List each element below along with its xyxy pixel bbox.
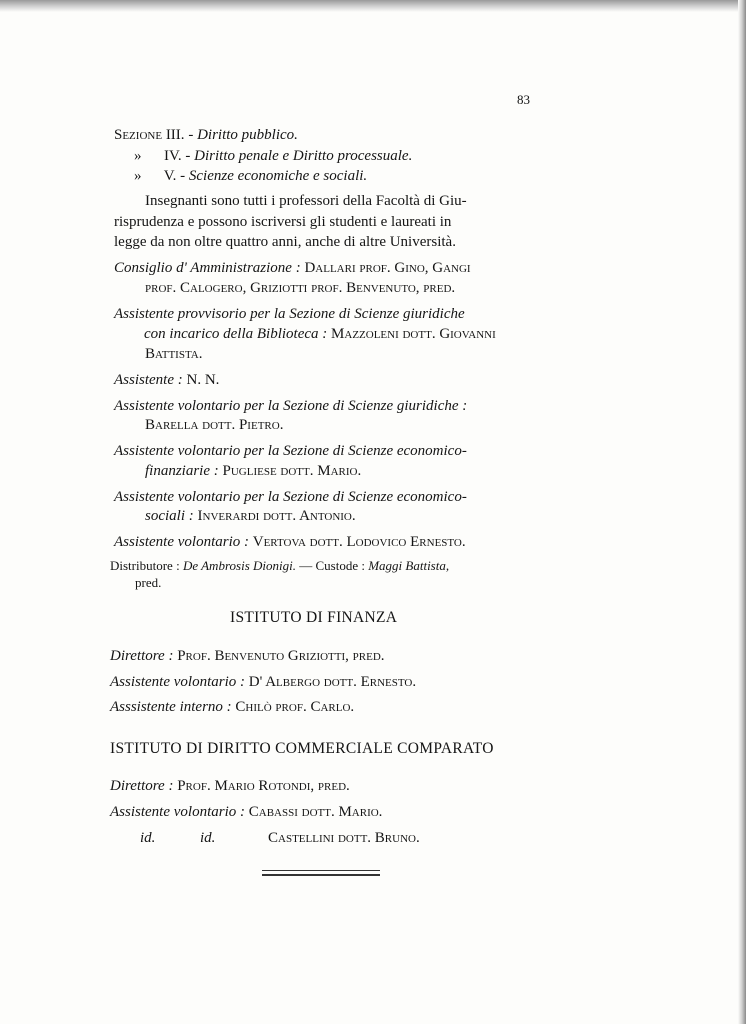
section-number: IV.	[164, 148, 182, 164]
paragraph-line: risprudenza e possono iscriversi gli studenti e laureati in	[114, 214, 452, 230]
distributore-line-2: pred.	[135, 575, 162, 590]
consiglio-line-1	[114, 259, 471, 277]
vol-plain	[114, 533, 466, 551]
section-dash: -	[180, 168, 186, 184]
direttore-value: Prof. Mario Rotondi, pred.	[177, 778, 350, 794]
vol-finanziarie-line-1: Assistente volontario per la Sezione di Scienze economico-	[114, 443, 467, 459]
distributore-line-1	[110, 557, 449, 575]
volontario-label: Assistente volontario :	[110, 804, 245, 820]
page-number: 83	[517, 92, 530, 107]
direttore-label: Direttore :	[110, 648, 174, 664]
section-prefix: »	[134, 168, 142, 184]
finanza-volontario	[110, 673, 416, 691]
finanza-interno	[110, 698, 354, 716]
sociali-label: sociali :	[145, 508, 194, 524]
finanziarie-label: finanziarie :	[145, 463, 219, 479]
vol-sociali-line-1: Assistente volontario per la Sezione di Scienze economico-	[114, 489, 467, 505]
section-number: III.	[165, 127, 185, 143]
commerciale-direttore	[110, 777, 350, 795]
sociali-name: Inverardi dott. Antonio.	[197, 508, 356, 524]
assistente-provvisorio-line-3: Battista.	[145, 346, 203, 362]
interno-value: Chilò prof. Carlo.	[235, 699, 355, 715]
section-prefix: »	[134, 148, 142, 164]
divider-rule-top	[262, 870, 380, 871]
assistente-value: N. N.	[186, 372, 220, 388]
assistente-nn	[114, 371, 219, 389]
divider-rule-bottom	[262, 874, 380, 876]
finanza-direttore	[110, 647, 385, 665]
consiglio-line-2: prof. Calogero, Griziotti prof. Benvenuto, pred.	[145, 280, 456, 296]
assistente-provvisorio-line-2	[144, 325, 496, 343]
biblioteca-name: Mazzoleni dott. Giovanni	[331, 326, 496, 342]
distributore-name: De Ambrosis Dionigi.	[182, 558, 296, 573]
commerciale-id-value: Castellini dott. Bruno.	[268, 830, 420, 846]
vol-plain-value: Vertova dott. Lodovico Ernesto.	[252, 534, 466, 550]
heading-finanza: ISTITUTO DI FINANZA	[230, 609, 398, 626]
commerciale-id-2: id.	[200, 830, 216, 846]
vol-sociali-line-2	[145, 507, 356, 525]
direttore-label: Direttore :	[110, 778, 174, 794]
commerciale-id-1: id.	[140, 830, 156, 846]
distributore-label: Distributore :	[110, 558, 180, 573]
section-row-4	[134, 147, 412, 165]
vol-plain-label: Assistente volontario :	[114, 534, 249, 550]
assistente-provvisorio-line-1: Assistente provvisorio per la Sezione di Scienze giuridiche	[114, 306, 465, 322]
section-dash: -	[185, 148, 191, 164]
biblioteca-label: con incarico della Biblioteca :	[144, 326, 328, 342]
scan-edge-top	[0, 0, 746, 12]
section-row-3	[114, 126, 298, 144]
custode-name: Maggi Battista,	[368, 558, 450, 573]
vol-giuridiche-line-2: Barella dott. Pietro.	[145, 417, 284, 433]
paragraph-line: legge da non oltre quattro anni, anche di altre Università.	[114, 234, 456, 250]
interno-label: Asssistente interno :	[110, 699, 232, 715]
consiglio-members: Dallari prof. Gino, Gangi	[304, 260, 471, 276]
volontario-label: Assistente volontario :	[110, 674, 245, 690]
vol-giuridiche-line-1: Assistente volontario per la Sezione di Scienze giuridiche :	[114, 398, 468, 414]
section-title: Diritto penale e Diritto processuale.	[194, 148, 413, 164]
finanziarie-name: Pugliese dott. Mario.	[222, 463, 362, 479]
section-title: Diritto pubblico.	[197, 127, 298, 143]
custode-label: — Custode :	[299, 558, 365, 573]
volontario-value: Cabassi dott. Mario.	[248, 804, 383, 820]
section-row-5	[134, 167, 367, 185]
section-prefix: Sezione	[114, 127, 163, 143]
section-dash: -	[188, 127, 194, 143]
heading-commerciale: ISTITUTO DI DIRITTO COMMERCIALE COMPARATO	[110, 740, 494, 757]
direttore-value: Prof. Benvenuto Griziotti, pred.	[177, 648, 385, 664]
scan-edge-right	[738, 0, 746, 1024]
section-number: V.	[163, 168, 177, 184]
commerciale-volontario	[110, 803, 382, 821]
assistente-label: Assistente :	[114, 372, 183, 388]
vol-finanziarie-line-2	[145, 462, 361, 480]
consiglio-label: Consiglio d' Amministrazione :	[114, 260, 301, 276]
paragraph-line: Insegnanti sono tutti i professori della Facoltà di Giu-	[145, 193, 467, 209]
volontario-value: D' Albergo dott. Ernesto.	[248, 674, 417, 690]
section-title: Scienze economiche e sociali.	[188, 168, 368, 184]
